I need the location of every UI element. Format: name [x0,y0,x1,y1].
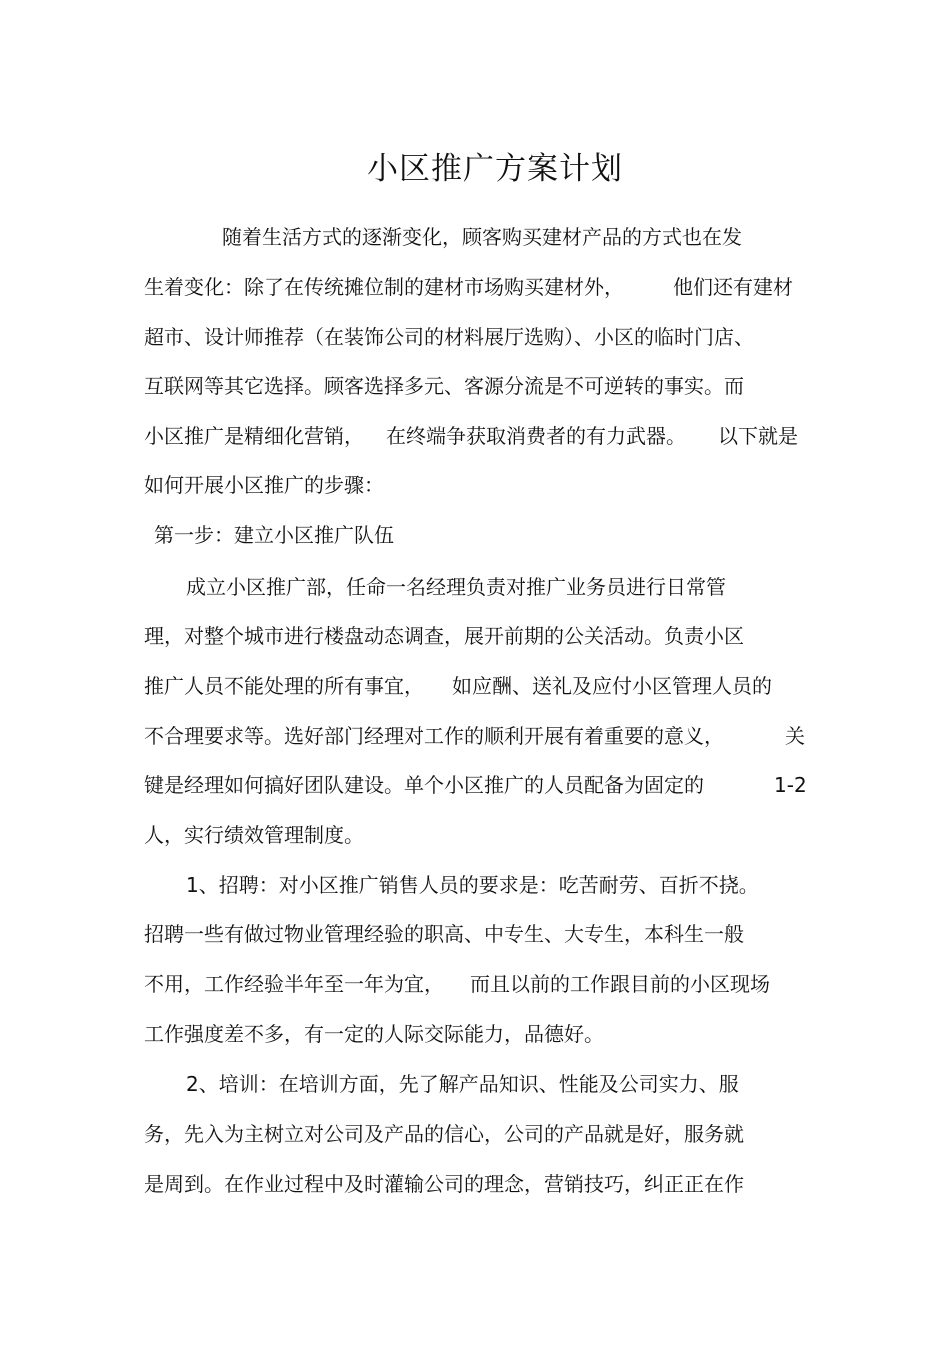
paragraph-line: 人，实行绩效管理制度。 [144,823,364,847]
paragraph-line: 生着变化：除了在传统摊位制的建材市场购买建材外， [144,275,624,299]
paragraph-line: 务，先入为主树立对公司及产品的信心，公司的产品就是好，服务就 [144,1122,744,1146]
paragraph-line: 理，对整个城市进行楼盘动态调查，展开前期的公关活动。负责小区 [144,624,744,648]
paragraph-line: 互联网等其它选择。顾客选择多元、客源分流是不可逆转的事实。而 [144,374,744,398]
paragraph-line: 工作强度差不多，有一定的人际交际能力，品德好。 [144,1022,604,1046]
paragraph-line: 键是经理如何搞好团队建设。单个小区推广的人员配备为固定的 [144,773,704,797]
paragraph-line: 不合理要求等。选好部门经理对工作的顺利开展有着重要的意义， [144,724,724,748]
paragraph-line-segment: 如应酬、送礼及应付小区管理人员的 [452,674,772,698]
paragraph-line-segment: 在终端争获取消费者的有力武器。 [386,424,686,448]
paragraph-line: 超市、设计师推荐（在装饰公司的材料展厅选购）、小区的临时门店、 [144,325,754,349]
paragraph-line-segment: 1-2 [774,773,807,797]
paragraph-line: 如何开展小区推广的步骤： [144,473,384,497]
paragraph-line: 是周到。在作业过程中及时灌输公司的理念，营销技巧，纠正正在作 [144,1172,744,1196]
document-title: 小区推广方案计划 [367,151,623,187]
paragraph-line: 随着生活方式的逐渐变化，顾客购买建材产品的方式也在发 [222,225,742,249]
paragraph-line: 小区推广是精细化营销， [144,424,364,448]
paragraph-line-segment: 关 [785,724,805,748]
paragraph-line: 推广人员不能处理的所有事宜， [144,674,424,698]
paragraph-line-segment: 而且以前的工作跟目前的小区现场 [470,972,770,996]
paragraph-line-segment: 以下就是 [718,424,798,448]
paragraph-line: 成立小区推广部，任命一名经理负责对推广业务员进行日常管 [186,575,726,599]
paragraph-line: 1、招聘：对小区推广销售人员的要求是：吃苦耐劳、百折不挠。 [186,873,759,897]
paragraph-line: 2、培训：在培训方面，先了解产品知识、性能及公司实力、服 [186,1072,739,1096]
paragraph-line: 不用，工作经验半年至一年为宜， [144,972,444,996]
section-heading: 第一步：建立小区推广队伍 [154,523,394,547]
paragraph-line: 招聘一些有做过物业管理经验的职高、中专生、大专生，本科生一般 [144,922,744,946]
paragraph-line-segment: 他们还有建材 [673,275,793,299]
